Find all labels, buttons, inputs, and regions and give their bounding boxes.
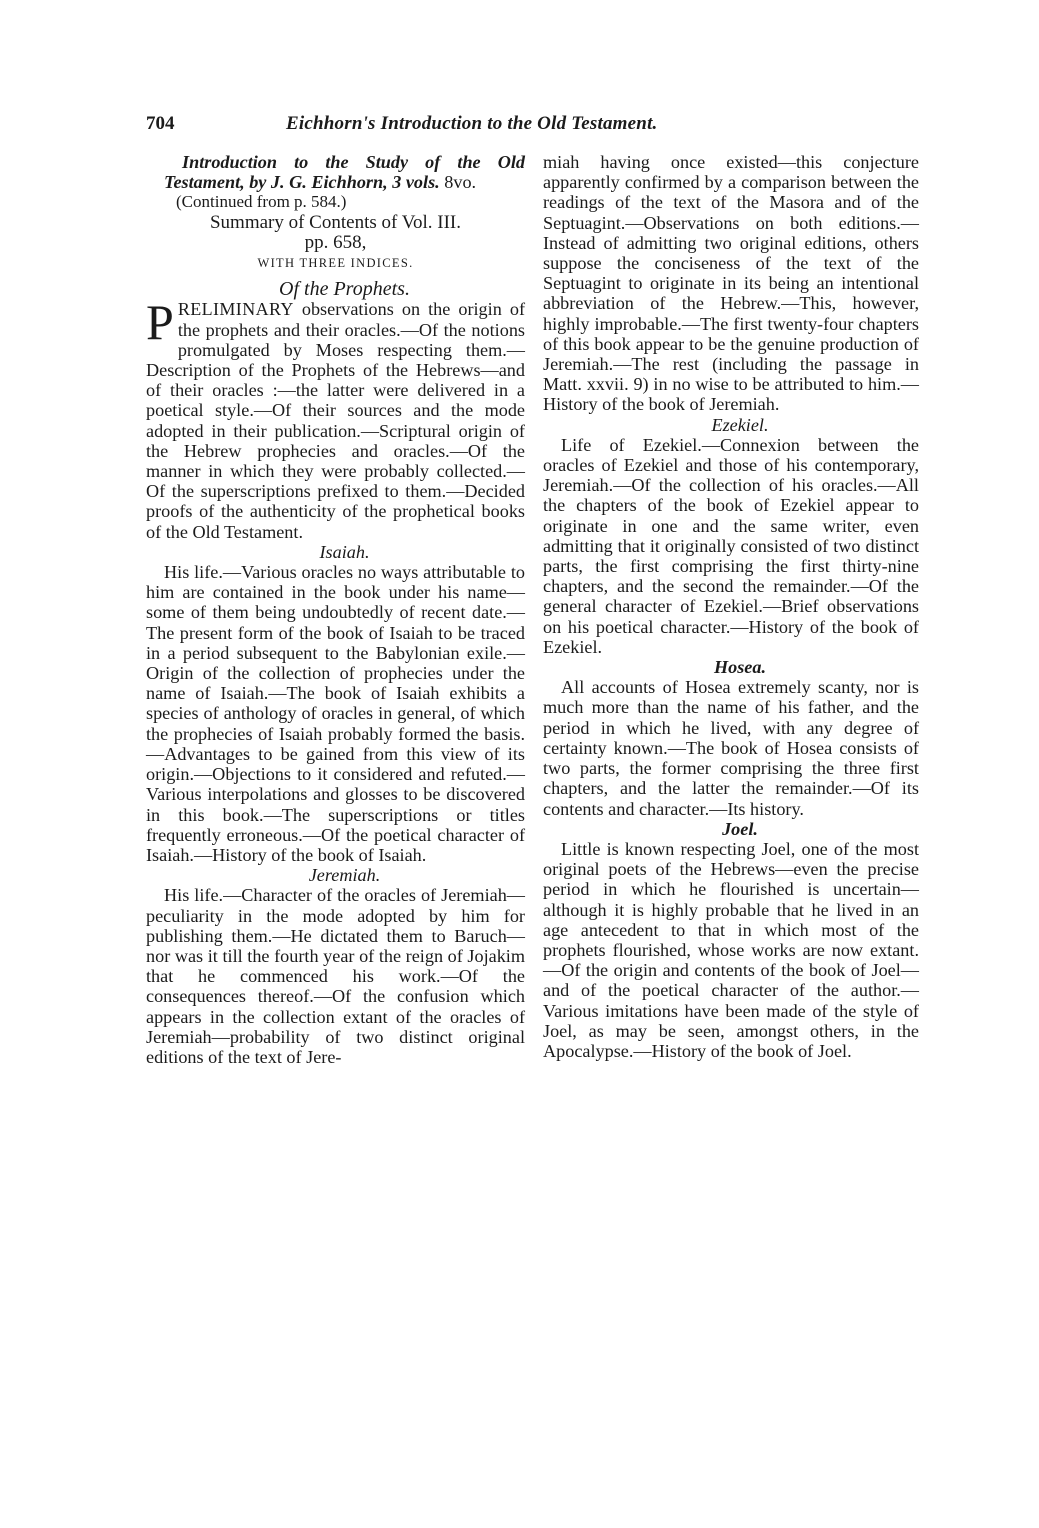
page-number: 704	[146, 113, 175, 134]
section-text-jeremiah-part2: miah having once existed—this conjecture apparently confirmed by a comparison between the readings of the text of the Masora and of the Septuagint.—Observations on both editions.—Instead of admitting two original editions, others suppose the conciseness of the text of the Septuagint to originate in its being an intentional abbreviation of the Hebrew.—This, however, highly improbable.—The first twenty-four chapters of this book appear to be the genuine production of Jeremiah.—The rest (including the passage in Matt. xxvii. 9) in no wise to be attributed to him.—History of the book of Jeremiah.	[543, 152, 919, 415]
small-caps-opening: RELIMINARY	[177, 299, 294, 320]
right-column	[543, 152, 919, 1061]
left-column	[146, 152, 525, 1067]
running-title: Eichhorn's Introduction to the Old Testament.	[286, 113, 658, 134]
section-text-joel: Little is known respecting Joel, one of the most original poets of the Hebrews—even the precise period in which he flourished is uncertain—although it is highly probable that he lived in an age antecedent to that in which most of the prophets flourished, whose works are now extant.—Of the origin and contents of the book of Joel—and of the poetical character of the author.—Various imitations have been made of the style of Joel, as may be seen, amongst others, in the Apocalypse.—History of the book of Joel.	[543, 838, 919, 1061]
article-title-format: 8vo.	[444, 172, 477, 193]
section-heading-joel: Joel.	[722, 818, 758, 839]
summary-pages: pp. 658,	[304, 231, 367, 253]
section-heading-jeremiah: Jeremiah.	[308, 865, 381, 886]
drop-cap: P	[146, 294, 174, 351]
section-heading-prophets: Of the Prophets.	[279, 278, 410, 301]
prophets-body: observations on the origin of the prophets and their oracles.—Of the notions promulgated by Moses respecting them.—Description of the Prophets of the Hebrews—and of their oracles :—the latter were delivered in a poetical style.—Of their sources and the mode adopted in their publication.—Scriptural origin of the Hebrew prophecies and oracles.—Of the manner in which they were probably collected.—Of the superscriptions prefixed to them.—Decided proofs of the authenticity of the prophetical books of the Old Testament.	[146, 299, 525, 542]
section-text-isaiah: His life.—Various oracles no ways attributable to him are contained in the book under his name—some of them being undoubtedly of recent date.—The present form of the book of Isaiah to be traced in a period subsequent to the Babylonian exile.—Origin of the collection of prophecies under the name of Isaiah.—The book of Isaiah exhibits a species of anthology of oracles in general, of which the prophecies of Isaiah probably formed the basis.—Advantages to be gained from this view of its origin.—Objections to it considered and refuted.—Various interpolations and glosses to be discovered in this book.—The superscriptions or titles frequently erroneous.—Of the poetical character of Isaiah.—History of the book of Isaiah.	[146, 562, 525, 865]
continued-note: (Continued from p. 584.)	[176, 192, 347, 212]
summary-heading: Summary of Contents of Vol. III.	[209, 211, 462, 233]
section-text-prophets	[146, 294, 525, 542]
section-text-ezekiel: Life of Ezekiel.—Connexion between the oracles of Ezekiel and those of his contemporary, Jeremiah.—Of the collection of his oracles.—All the chapters of the book of Ezekiel appear to originate in one and the same writer, even admitting that it originally consisted of two distinct parts, the first comprising the first thirty-nine chapters, and the second the remainder.—Of the general character of Ezekiel.—Brief observations on his poetical character.—History of the book of Ezekiel.	[543, 434, 919, 657]
article-title-text: Introduction to the Study of the Old Testament, by J. G. Eichhorn, 3 vols.	[164, 152, 525, 193]
indices-note: WITH THREE INDICES.	[257, 256, 414, 271]
section-heading-ezekiel: Ezekiel.	[711, 414, 769, 435]
section-heading-hosea: Hosea.	[713, 657, 767, 678]
section-heading-isaiah: Isaiah.	[319, 541, 370, 562]
section-text-jeremiah-part1: His life.—Character of the oracles of Jeremiah—peculiarity in the mode adopted by him for publishing them.—He dictated them to Baruch—nor was it till the fourth year of the reign of Jojakim that he commenced his work.—Of the consequences thereof.—Of the confusion which appears in the collection extant of the oracles of Jeremiah—probability of two distinct original editions of the text of Jere-	[146, 885, 525, 1067]
article-title	[146, 152, 525, 192]
section-text-hosea: All accounts of Hosea extremely scanty, nor is much more than the name of his father, and the period in which he lived, with any degree of certainty known.—The book of Hosea consists of two parts, the former comprising the three first chapters, and the latter the remainder.—Of its contents and character.—Its history.	[543, 677, 919, 819]
page-header	[146, 113, 786, 143]
